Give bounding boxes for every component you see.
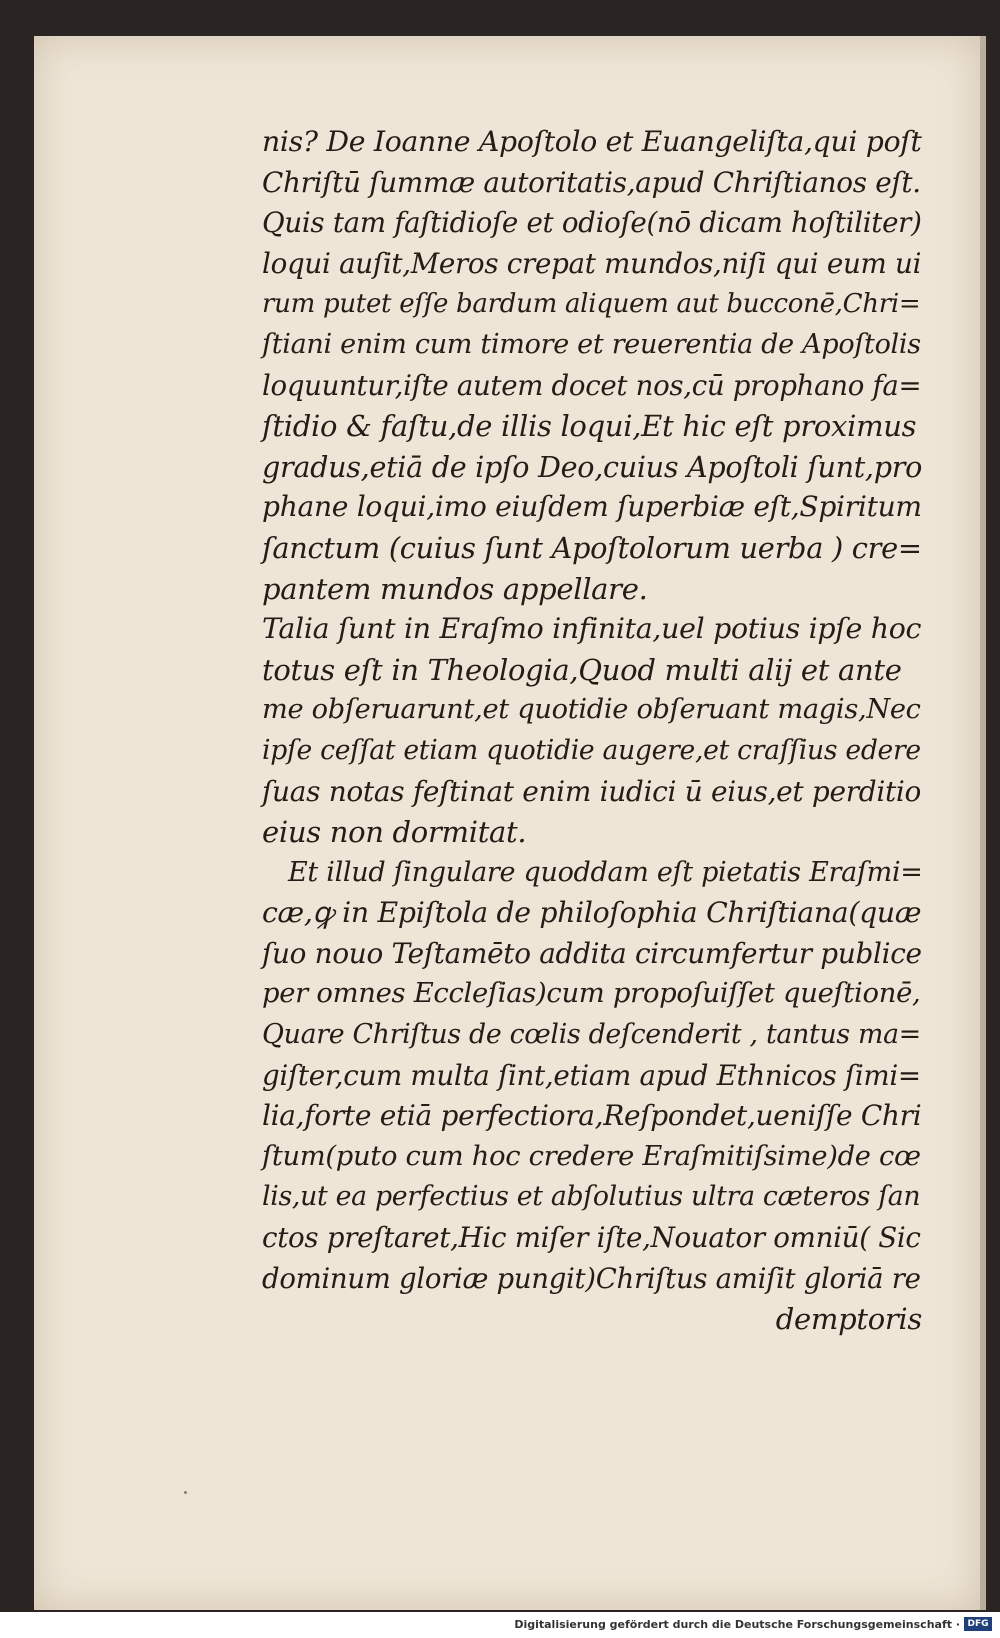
text-line: rum putet eſſe bardum aliquem aut bucconē,Chri=: [262, 289, 921, 320]
text-line: eius non dormitat.: [262, 815, 527, 850]
text-line: ipſe ceſſat etiam quotidie augere,et craſſius edere: [262, 734, 921, 766]
text-line: me obſeruarunt,et quotidie obſeruant magis,Nec: [262, 694, 921, 726]
text-line: giſter,cum multa ſint,etiam apud Ethnicos ſimi=: [262, 1058, 921, 1092]
text-line: per omnes Eccleſias)cum propoſuiſſet queſtionē,: [262, 978, 921, 1010]
text-line: loquuntur,iſte autem docet nos,cū prophano fa=: [262, 368, 922, 402]
text-line: Et illud ſingulare quoddam eſt pietatis Eraſmi=: [288, 856, 923, 888]
text-line: ſuas notas feſtinat enim iudici ū eius,et perditio: [262, 774, 922, 808]
text-line: nis? De Ioanne Apoſtolo et Euangeliſta,qui poſt: [262, 125, 922, 158]
text-line: Quare Chriſtus de cœlis deſcenderit , tantus ma=: [262, 1019, 921, 1051]
text-line: Quis tam faſtidioſe et odioſe(nō dicam hoſtiliter): [262, 206, 922, 240]
text-line: Chriſtū ſummæ autoritatis,apud Chriſtianos eſt.: [262, 165, 921, 199]
text-line: ſtum(puto cum hoc credere Eraſmitiſsime)de cœ: [262, 1140, 921, 1172]
text-line: ſuo nouo Teſtamēto addita circumfertur publice: [262, 936, 922, 970]
catchword: demptoris: [775, 1302, 922, 1337]
text-line: loqui auſit,Meros crepat mundos,niſi qui eum ui: [262, 246, 922, 280]
text-line: dominum gloriæ pungit)Chriſtus amiſit gloriā re: [262, 1262, 921, 1295]
text-line: ctos preſtaret,Hic miſer iſte,Nouator omniū( Sic: [262, 1221, 921, 1255]
text-line: lis,ut ea perfectius et abſolutius ultra cæteros ſan: [262, 1181, 921, 1213]
text-line: gradus,etiā de ipſo Deo,cuius Apoſtoli ſunt,pro: [262, 449, 923, 484]
text-line: phane loqui,imo eiuſdem ſuperbiæ eſt,Spiritum: [262, 490, 922, 524]
text-line: cæ,ꝙ in Epiſtola de philoſophia Chriſtiana(quæ: [262, 896, 922, 930]
dfg-logo: DFG: [964, 1617, 992, 1631]
funding-credit: Digitalisierung gefördert durch die Deutsche Forschungsgemeinschaft ·: [514, 1618, 960, 1631]
paper-speck: [184, 1491, 187, 1494]
text-line: ſanctum (cuius ſunt Apoſtolorum uerba ) cre=: [262, 530, 922, 565]
text-line: pantem mundos appellare.: [262, 571, 648, 606]
footer-bar: [0, 1612, 1000, 1638]
text-line: Talia ſunt in Eraſmo infinita,uel potius ipſe hoc: [262, 612, 922, 646]
body-text: [262, 122, 922, 1340]
text-line: lia,forte etiā perfectiora,Reſpondet,ueniſſe Chri: [262, 1099, 922, 1133]
text-line: ſtidio & faſtu,de illis loqui,Et hic eſt proximus: [262, 409, 917, 444]
text-line: totus eſt in Theologia,Quod multi alij et ante: [262, 652, 902, 687]
text-line: ſtiani enim cum timore et reuerentia de Apoſtolis: [262, 328, 921, 360]
